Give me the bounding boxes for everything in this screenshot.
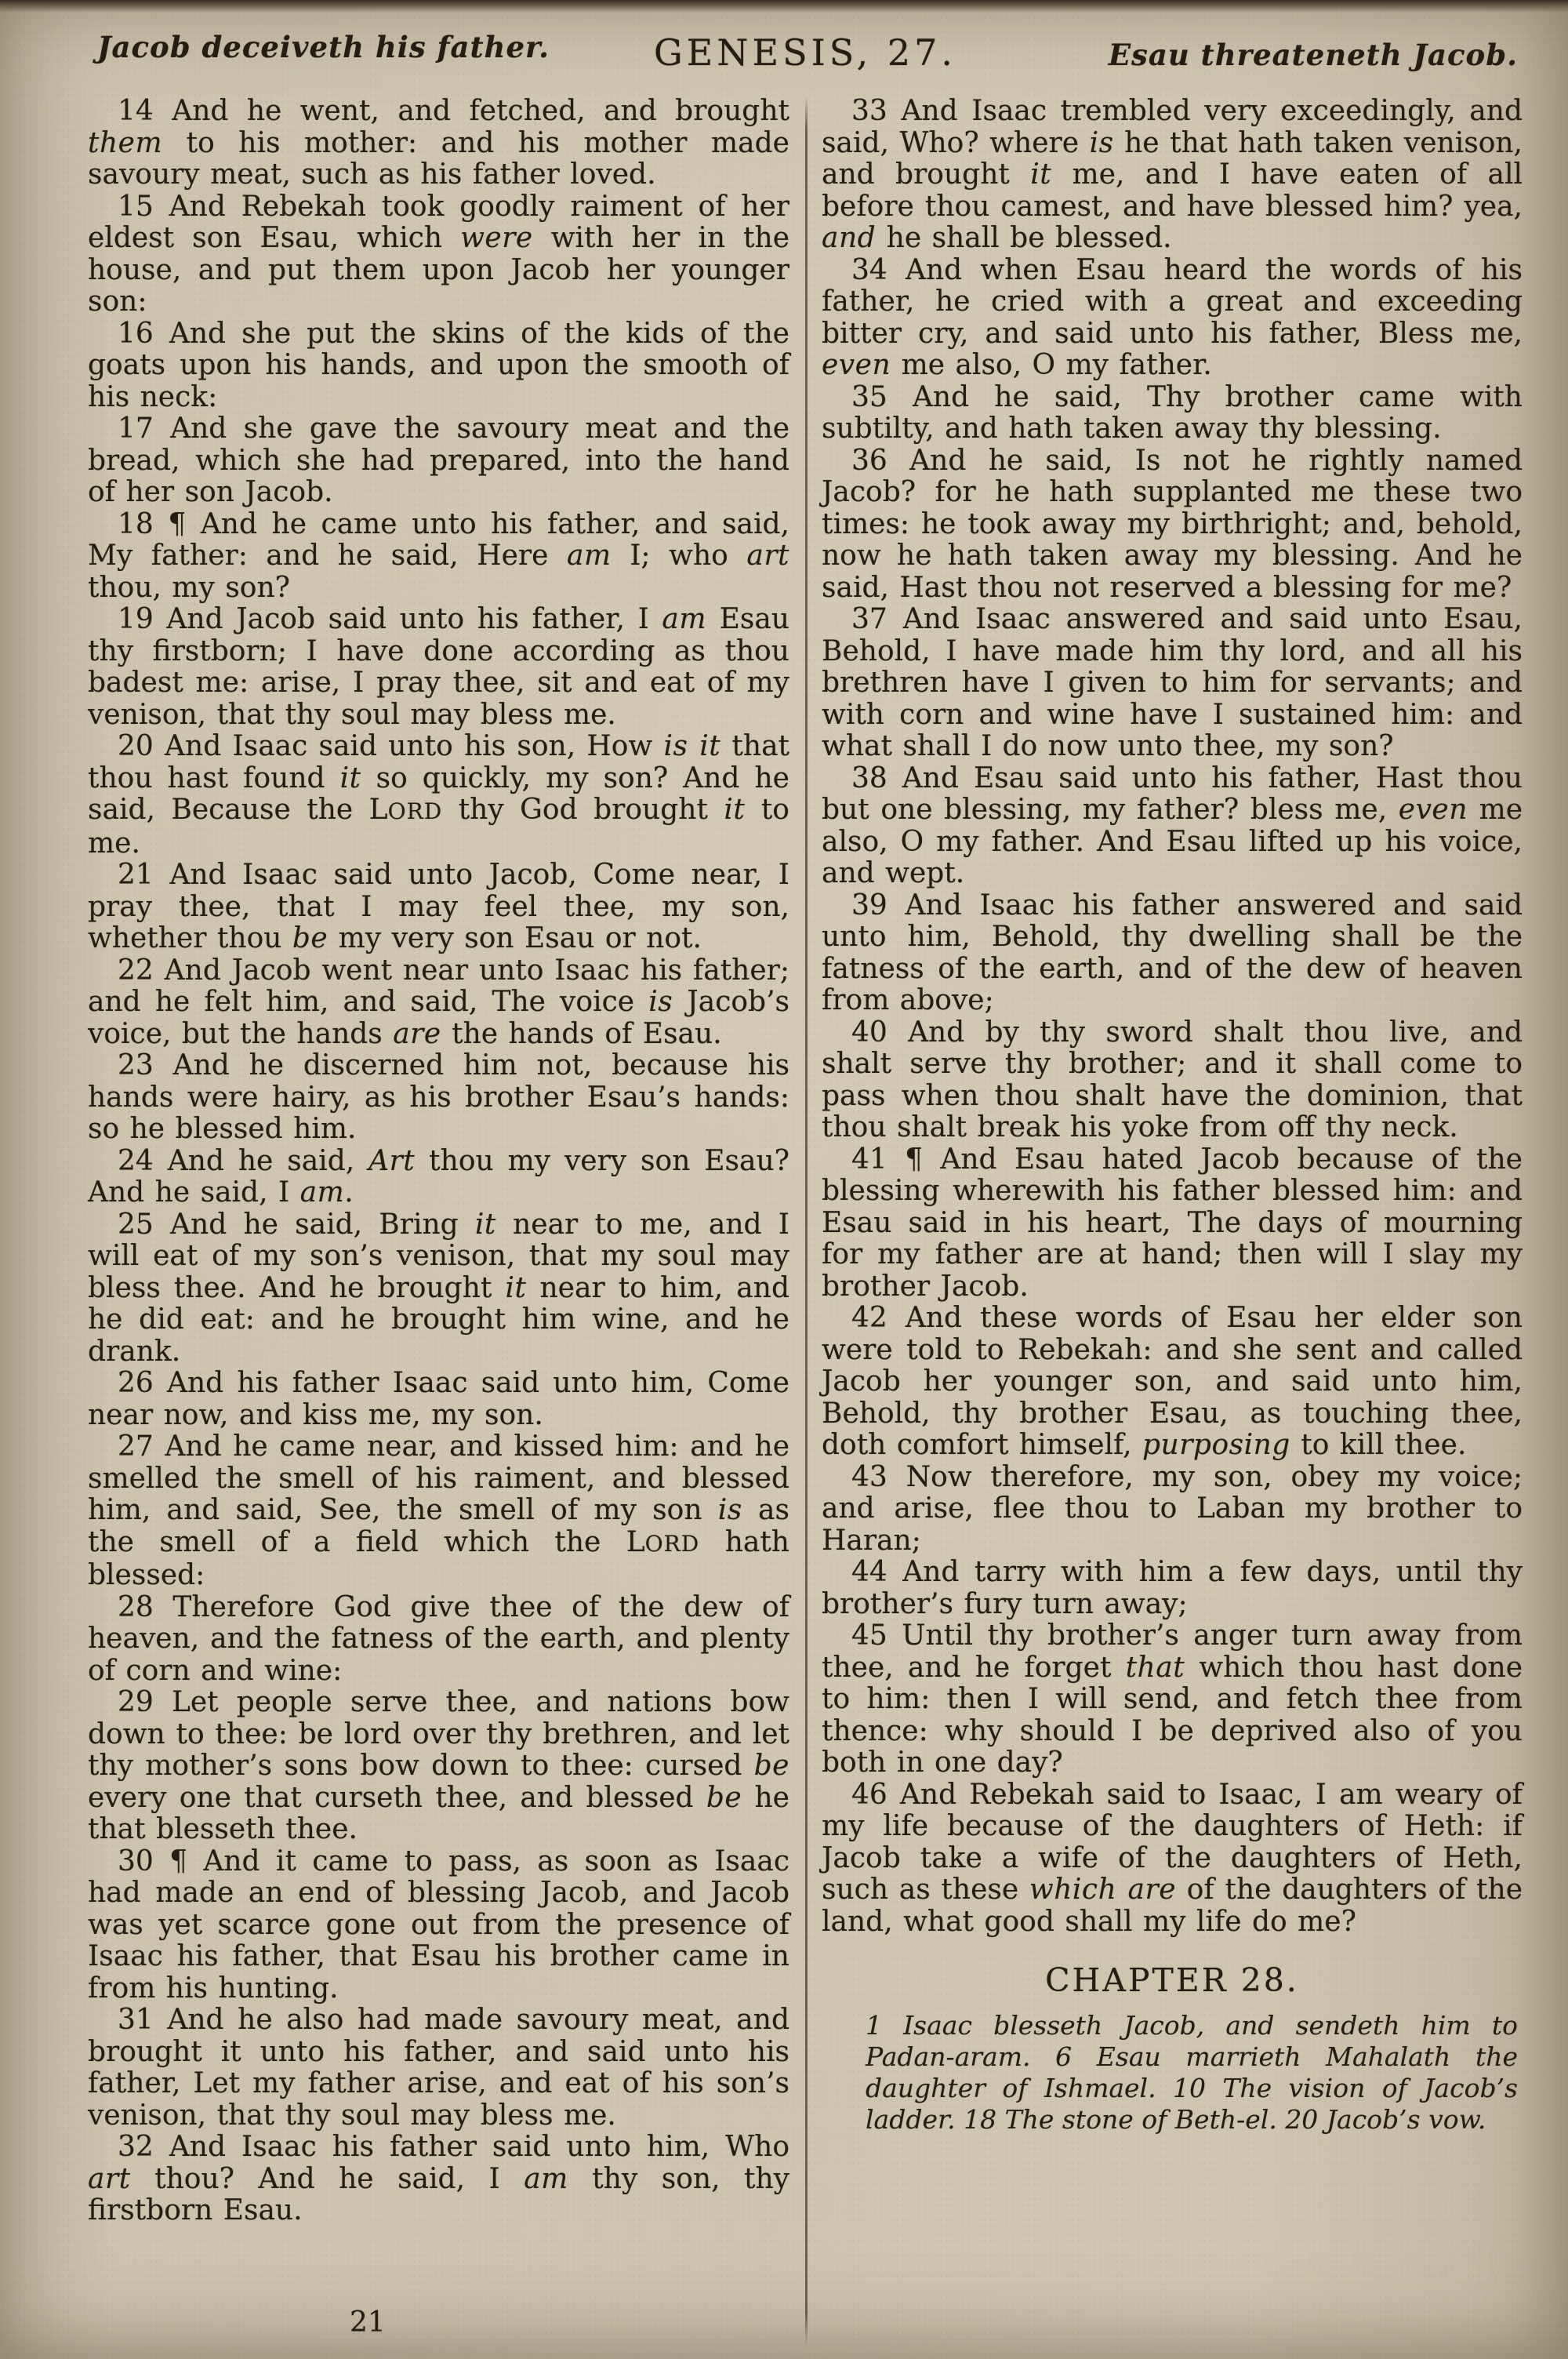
- verse-46: 46 And Rebekah said to Isaac, I am weary of my life because of the daughters of Heth: if Jacob take a wife of the daughters of Heth, such as these which are of the daughters of the land, what good shall my life do me?: [822, 1778, 1523, 1938]
- verse-42: 42 And these words of Esau her elder son were told to Rebekah: and she sent and called Jacob her younger son, and said unto him, Behold, thy brother Esau, as touching thee, doth comfort himself, purposing to kill thee.: [822, 1302, 1523, 1461]
- verse-number: 18: [118, 507, 154, 540]
- verse-45: 45 Until thy brother’s anger turn away from thee, and he forget that which thou hast done to him: then I will send, and fetch thee from thence: why should I be deprived also of you both in one day?: [822, 1619, 1523, 1779]
- column-divider: [805, 96, 808, 2346]
- verse-38: 38 And Esau said unto his father, Hast thou but one blessing, my father? bless me, even me also, O my father. And Esau lifted up his voice, and wept.: [822, 761, 1523, 889]
- verse-number: 26: [118, 1367, 154, 1399]
- verse-32: 32 And Isaac his father said unto him, Who art thou? And he said, I am thy son, thy firstborn Esau.: [88, 2131, 790, 2226]
- verse-43: 43 Now therefore, my son, obey my voice; and arise, flee thou to Laban my brother to Haran;: [822, 1460, 1523, 1557]
- verse-39: 39 And Isaac his father answered and said unto him, Behold, thy dwelling shall be the fatness of the earth, and of the dew of heaven from above;: [822, 889, 1523, 1016]
- verse-number: 20: [118, 730, 154, 762]
- verse-number: 40: [851, 1016, 887, 1049]
- verse-number: 42: [851, 1302, 887, 1334]
- verse-18: 18 ¶ And he came unto his father, and said, My father: and he said, Here am I; who art thou, my son?: [88, 507, 790, 604]
- verse-25: 25 And he said, Bring it near to me, and I will eat of my son’s venison, that my soul may bless thee. And he brought it near to him, and he did eat: and he brought him wine, and he drank.: [88, 1208, 789, 1368]
- verse-number: 46: [851, 1778, 887, 1811]
- column-left: [88, 96, 789, 2346]
- lord-smallcaps: LORD: [626, 1525, 700, 1558]
- verse-number: 17: [118, 413, 154, 445]
- verse-37: 37 And Isaac answered and said unto Esau, Behold, I have made him thy lord, and all his brethren have I given to him for servants; and with corn and wine have I sustained him: and what shall I do now unto thee, my son?: [822, 603, 1523, 762]
- verse-28: 28 Therefore God give thee of the dew of heaven, and the fatness of the earth, and plenty of corn and wine:: [88, 1590, 789, 1687]
- verse-21: 21 And Isaac said unto Jacob, Come near, I pray thee, that I may feel thee, my son, whether thou be my very son Esau or not.: [88, 859, 789, 954]
- verse-number: 15: [118, 190, 154, 223]
- verse-19: 19 And Jacob said unto his father, I am Esau thy firstborn; I have done according as thou badest me: arise, I pray thee, sit and eat of my venison, that thy soul may bless me.: [88, 603, 789, 731]
- verse-20: 20 And Isaac said unto his son, How is it that thou hast found it so quickly, my son? And he said, Because the LORD thy God brought it to me.: [88, 730, 789, 860]
- verse-number: 31: [118, 2004, 154, 2036]
- verse-number: 14: [118, 95, 154, 127]
- verse-number: 27: [118, 1430, 154, 1463]
- lord-smallcaps: LORD: [368, 794, 443, 826]
- verse-number: 43: [851, 1460, 887, 1493]
- page-header: [88, 28, 1523, 83]
- verse-number: 45: [851, 1619, 887, 1652]
- column-right: [822, 96, 1523, 2346]
- verse-34: 34 And when Esau heard the words of his father, he cried with a great and exceeding bitter cry, and said unto his father, Bless me, even me also, O my father.: [822, 253, 1523, 381]
- verse-27: 27 And he came near, and kissed him: and he smelled the smell of his raiment, and blessed him, and said, See, the smell of my son is as the smell of a field which the LORD hath blessed:: [88, 1430, 789, 1591]
- verse-14: 14 And he went, and fetched, and brought them to his mother: and his mother made savoury meat, such as his father loved.: [88, 95, 789, 191]
- verse-15: 15 And Rebekah took goodly raiment of her eldest son Esau, which were with her in the house, and put them upon Jacob her younger son:: [88, 190, 789, 318]
- running-head-right: Esau threateneth Jacob.: [1108, 38, 1518, 72]
- verse-number: 25: [118, 1208, 154, 1241]
- verse-36: 36 And he said, Is not he rightly named Jacob? for he hath supplanted me these two times: he took away my birthright; and, behold, now he hath taken away my blessing. And he said, Hast thou not reserved a blessing for me?: [822, 444, 1523, 604]
- page-number: 21: [350, 2306, 386, 2339]
- page-title: GENESIS, 27.: [653, 31, 957, 74]
- page-top-edge-shadow: [0, 0, 1568, 13]
- text-columns: [88, 96, 1523, 2346]
- verse-44: 44 And tarry with him a few days, until thy brother’s fury turn away;: [822, 1556, 1523, 1620]
- chapter-heading: CHAPTER 28.: [1045, 1961, 1299, 1999]
- verse-number: 38: [851, 761, 887, 794]
- verse-number: 21: [118, 859, 154, 891]
- verse-number: 34: [851, 253, 887, 286]
- verse-26: 26 And his father Isaac said unto him, Come near now, and kiss me, my son.: [88, 1367, 789, 1431]
- verse-number: 28: [118, 1590, 154, 1623]
- verse-23: 23 And he discerned him not, because his hands were hairy, as his brother Esau’s hands: so he blessed him.: [88, 1049, 790, 1145]
- verses-right: [822, 96, 1523, 1938]
- verse-number: 32: [118, 2131, 154, 2163]
- verse-number: 16: [118, 317, 154, 350]
- verse-number: 29: [118, 1686, 154, 1718]
- verse-number: 44: [851, 1556, 887, 1588]
- verse-35: 35 And he said, Thy brother came with subtilty, and hath taken away thy blessing.: [822, 380, 1523, 445]
- running-head-left: Jacob deceiveth his father.: [97, 30, 550, 64]
- verse-16: 16 And she put the skins of the kids of the goats upon his hands, and upon the smooth of his neck:: [88, 317, 789, 413]
- verse-number: 35: [851, 380, 887, 413]
- verse-40: 40 And by thy sword shalt thou live, and shalt serve thy brother; and it shall come to pass when thou shalt have the dominion, that thou shalt break his yoke from off thy neck.: [822, 1016, 1523, 1143]
- verse-number: 41: [851, 1143, 887, 1176]
- verse-30: 30 ¶ And it came to pass, as soon as Isaac had made an end of blessing Jacob, and Jacob was yet scarce gone out from the presence of Isaac his father, that Esau his brother came in from his hunting.: [88, 1845, 789, 2005]
- verse-41: 41 ¶ And Esau hated Jacob because of the blessing wherewith his father blessed him: and Esau said in his heart, The days of mourning for my father are at hand; then will I slay my brother Jacob.: [822, 1143, 1523, 1303]
- verses-left: [88, 96, 789, 2227]
- verse-33: 33 And Isaac trembled very exceedingly, and said, Who? where is he that hath taken venison, and brought it me, and I have eaten of all before thou camest, and have blessed him? yea, and he shall be blessed.: [822, 95, 1523, 254]
- verse-number: 30: [118, 1845, 154, 1877]
- verse-number: 37: [851, 603, 887, 635]
- verse-number: 22: [118, 954, 154, 987]
- verse-number: 33: [851, 95, 887, 127]
- verse-31: 31 And he also had made savoury meat, and brought it unto his father, and said unto his father, Let my father arise, and eat of his son’s venison, that thy soul may bless me.: [88, 2004, 789, 2132]
- verse-number: 24: [118, 1144, 154, 1177]
- verse-17: 17 And she gave the savoury meat and the bread, which she had prepared, into the hand of her son Jacob.: [88, 413, 789, 508]
- verse-22: 22 And Jacob went near unto Isaac his father; and he felt him, and said, The voice is Jacob’s voice, but the hands are the hands of Esau.: [88, 954, 790, 1050]
- verse-24: 24 And he said, Art thou my very son Esau? And he said, I am.: [88, 1144, 789, 1209]
- verse-29: 29 Let people serve thee, and nations bow down to thee: be lord over thy brethren, and let thy mother’s sons bow down to thee: cursed be every one that curseth thee, and blessed be he that blesseth thee.: [88, 1686, 789, 1845]
- verse-number: 39: [851, 889, 887, 921]
- chapter-summary: 1 Isaac blesseth Jacob, and sendeth him to Padan-aram. 6 Esau marrieth Mahalath the daughter of Ishmael. 10 The vision of Jacob’s ladder. 18 The stone of Beth-el. 20 Jacob’s vow.: [866, 2010, 1518, 2135]
- verse-number: 23: [118, 1049, 154, 1081]
- verse-number: 19: [118, 603, 154, 635]
- verse-number: 36: [851, 444, 887, 477]
